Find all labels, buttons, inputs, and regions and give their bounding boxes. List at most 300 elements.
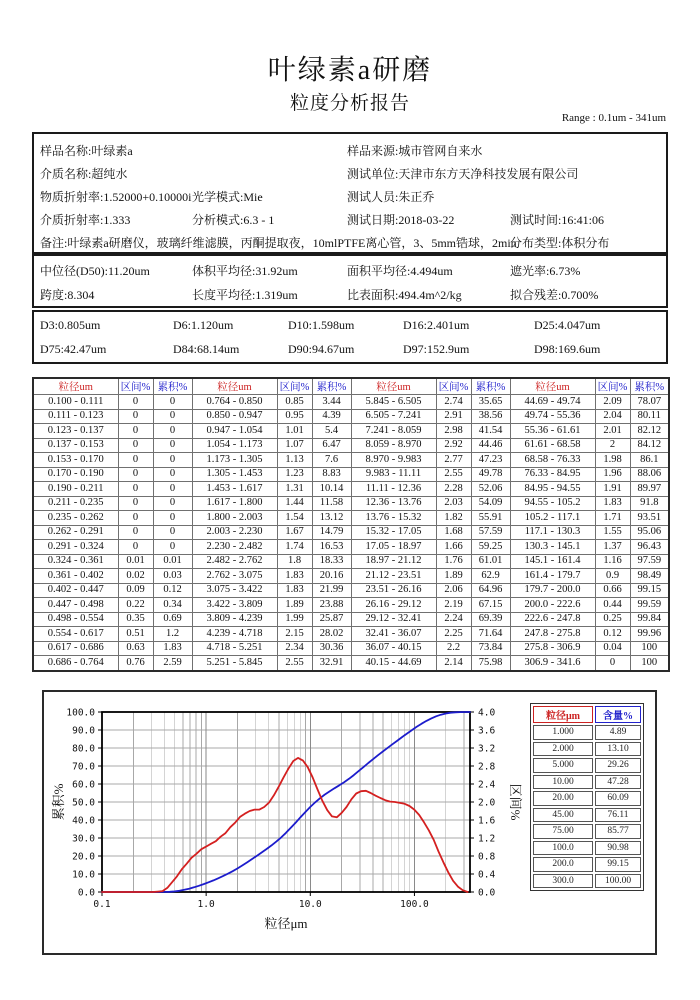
report-subtitle: 粒度分析报告 bbox=[289, 93, 410, 114]
dist-cell-interval: 0 bbox=[118, 467, 153, 482]
dist-cell-size: 2.482 - 2.762 bbox=[192, 554, 277, 569]
dist-cell-size: 0.850 - 0.947 bbox=[192, 409, 277, 424]
dist-cell-size: 8.970 - 9.983 bbox=[351, 453, 436, 468]
dist-header-interval: 区间% bbox=[436, 378, 471, 395]
dist-cell-cumulative: 73.84 bbox=[471, 641, 510, 656]
dist-header-interval: 区间% bbox=[118, 378, 153, 395]
dist-cell-size: 0.402 - 0.447 bbox=[33, 583, 118, 598]
dist-row bbox=[33, 467, 669, 482]
dist-header-cumulative: 累积% bbox=[630, 378, 669, 395]
dist-cell-cumulative: 6.47 bbox=[312, 438, 351, 453]
dist-cell-cumulative: 96.43 bbox=[630, 540, 669, 555]
dist-cell-size: 105.2 - 117.1 bbox=[510, 511, 595, 526]
dist-cell-size: 13.76 - 15.32 bbox=[351, 511, 436, 526]
x-tick-label: 10.0 bbox=[298, 899, 322, 910]
right-tick-label: 2.8 bbox=[478, 761, 496, 773]
dist-cell-cumulative: 80.11 bbox=[630, 409, 669, 424]
left-tick-label: 60.0 bbox=[72, 779, 95, 791]
dist-row bbox=[33, 453, 669, 468]
dist-cell-size: 4.239 - 4.718 bbox=[192, 627, 277, 642]
dist-cell-size: 29.12 - 32.41 bbox=[351, 612, 436, 627]
dist-cell-interval: 1.67 bbox=[277, 525, 312, 540]
side-cell-content: 60.09 bbox=[595, 791, 641, 806]
dvalue-d10: D10:1.598um bbox=[288, 318, 355, 332]
left-tick-label: 50.0 bbox=[72, 797, 95, 809]
dist-cell-interval: 0.66 bbox=[595, 583, 630, 598]
dist-cell-interval: 0.12 bbox=[595, 627, 630, 642]
dist-cell-size: 61.61 - 68.58 bbox=[510, 438, 595, 453]
dist-cell-interval: 0.76 bbox=[118, 656, 153, 671]
dist-cell-cumulative: 55.91 bbox=[471, 511, 510, 526]
dist-cell-interval: 1.74 bbox=[277, 540, 312, 555]
dist-cell-size: 26.16 - 29.12 bbox=[351, 598, 436, 613]
dist-cell-cumulative: 100 bbox=[630, 641, 669, 656]
dist-header-cumulative: 累积% bbox=[153, 378, 192, 395]
field-test-date: 测试日期:2018-03-22 bbox=[347, 213, 455, 227]
dist-cell-cumulative: 28.02 bbox=[312, 627, 351, 642]
dist-cell-size: 275.8 - 306.9 bbox=[510, 641, 595, 656]
right-tick-label: 4.0 bbox=[478, 707, 496, 719]
dist-row bbox=[33, 525, 669, 540]
left-tick-label: 90.0 bbox=[72, 725, 95, 737]
field-test-org: 测试单位:天津市东方天净科技发展有限公司 bbox=[347, 167, 579, 181]
y-right-axis-title: 区间% bbox=[508, 783, 523, 821]
dist-header-cumulative: 累积% bbox=[471, 378, 510, 395]
dist-cell-size: 94.55 - 105.2 bbox=[510, 496, 595, 511]
dist-cell-size: 4.718 - 5.251 bbox=[192, 641, 277, 656]
stat-vol-mean: 体积平均径:31.92um bbox=[192, 264, 298, 278]
dist-cell-size: 15.32 - 17.05 bbox=[351, 525, 436, 540]
dist-cell-size: 200.0 - 222.6 bbox=[510, 598, 595, 613]
right-tick-label: 3.2 bbox=[478, 743, 496, 755]
dist-cell-cumulative: 84.12 bbox=[630, 438, 669, 453]
dist-cell-cumulative: 44.46 bbox=[471, 438, 510, 453]
dist-cell-cumulative: 89.97 bbox=[630, 482, 669, 497]
stat-area-mean: 面积平均径:4.494um bbox=[347, 264, 453, 278]
dist-cell-cumulative: 11.58 bbox=[312, 496, 351, 511]
dist-row bbox=[33, 496, 669, 511]
left-tick-label: 100.0 bbox=[66, 707, 95, 719]
left-tick-label: 40.0 bbox=[72, 815, 95, 827]
dist-cell-cumulative: 88.06 bbox=[630, 467, 669, 482]
stat-obscuration: 遮光率:6.73% bbox=[510, 264, 581, 278]
side-table-row bbox=[533, 742, 641, 757]
distribution-table bbox=[32, 377, 670, 672]
dvalue-d16: D16:2.401um bbox=[403, 318, 470, 332]
dist-cell-cumulative: 99.59 bbox=[630, 598, 669, 613]
dist-cell-size: 12.36 - 13.76 bbox=[351, 496, 436, 511]
side-cell-size: 300.0 bbox=[533, 874, 593, 889]
stat-length-mean: 长度平均径:1.319um bbox=[192, 288, 298, 302]
dist-cell-size: 1.617 - 1.800 bbox=[192, 496, 277, 511]
dist-row bbox=[33, 424, 669, 439]
side-cell-size: 5.000 bbox=[533, 758, 593, 773]
dist-row bbox=[33, 612, 669, 627]
side-cell-size: 75.00 bbox=[533, 824, 593, 839]
dist-cell-cumulative: 71.64 bbox=[471, 627, 510, 642]
dist-cell-size: 0.153 - 0.170 bbox=[33, 453, 118, 468]
dist-cell-size: 3.809 - 4.239 bbox=[192, 612, 277, 627]
interval-curve bbox=[102, 758, 468, 892]
side-table-row bbox=[533, 841, 641, 856]
dist-cell-interval: 1.83 bbox=[595, 496, 630, 511]
dist-cell-size: 55.36 - 61.61 bbox=[510, 424, 595, 439]
dist-row bbox=[33, 598, 669, 613]
dist-cell-size: 0.262 - 0.291 bbox=[33, 525, 118, 540]
dist-cell-interval: 1.76 bbox=[436, 554, 471, 569]
side-cell-size: 1.000 bbox=[533, 725, 593, 740]
dist-cell-interval: 0.63 bbox=[118, 641, 153, 656]
dist-cell-size: 0.123 - 0.137 bbox=[33, 424, 118, 439]
dist-cell-cumulative: 98.49 bbox=[630, 569, 669, 584]
dvalue-d25: D25:4.047um bbox=[534, 318, 601, 332]
dist-cell-cumulative: 97.59 bbox=[630, 554, 669, 569]
dist-cell-interval: 0.04 bbox=[595, 641, 630, 656]
right-tick-label: 2.4 bbox=[478, 779, 496, 791]
left-tick-label: 30.0 bbox=[72, 833, 95, 845]
dist-cell-cumulative: 59.25 bbox=[471, 540, 510, 555]
dist-cell-size: 1.305 - 1.453 bbox=[192, 467, 277, 482]
dist-cell-cumulative: 99.96 bbox=[630, 627, 669, 642]
dvalue-d75: D75:42.47um bbox=[40, 342, 107, 356]
side-cell-size: 200.0 bbox=[533, 857, 593, 872]
stat-d50: 中位径(D50):11.20um bbox=[40, 264, 150, 278]
right-tick-label: 3.6 bbox=[478, 725, 496, 737]
dist-cell-interval: 2.14 bbox=[436, 656, 471, 671]
dist-cell-size: 2.762 - 3.075 bbox=[192, 569, 277, 584]
dist-cell-cumulative: 23.88 bbox=[312, 598, 351, 613]
dist-cell-interval: 2.03 bbox=[436, 496, 471, 511]
dist-header-size: 粒径um bbox=[192, 378, 277, 395]
dist-cell-interval: 2.74 bbox=[436, 395, 471, 410]
side-table-row bbox=[533, 775, 641, 790]
dist-cell-interval: 0 bbox=[118, 424, 153, 439]
dist-cell-cumulative: 3.44 bbox=[312, 395, 351, 410]
sample-info-box bbox=[32, 132, 668, 254]
dist-cell-cumulative: 0 bbox=[153, 395, 192, 410]
dist-cell-interval: 1.13 bbox=[277, 453, 312, 468]
field-sample-source: 样品来源:城市管网自来水 bbox=[347, 144, 483, 158]
dist-cell-cumulative: 38.56 bbox=[471, 409, 510, 424]
dist-cell-size: 5.251 - 5.845 bbox=[192, 656, 277, 671]
dist-cell-size: 8.059 - 8.970 bbox=[351, 438, 436, 453]
dist-cell-interval: 2.04 bbox=[595, 409, 630, 424]
side-cell-size: 45.00 bbox=[533, 808, 593, 823]
dist-cell-cumulative: 64.96 bbox=[471, 583, 510, 598]
dist-cell-cumulative: 0.34 bbox=[153, 598, 192, 613]
dist-cell-cumulative: 91.8 bbox=[630, 496, 669, 511]
dist-cell-cumulative: 32.91 bbox=[312, 656, 351, 671]
field-sample-name: 样品名称:叶绿素a bbox=[40, 144, 133, 158]
side-cell-content: 85.77 bbox=[595, 824, 641, 839]
dist-cell-cumulative: 5.4 bbox=[312, 424, 351, 439]
report-title: 叶绿素a研磨 bbox=[267, 55, 433, 86]
dist-cell-interval: 0 bbox=[118, 525, 153, 540]
dist-cell-cumulative: 16.53 bbox=[312, 540, 351, 555]
side-table-row bbox=[533, 857, 641, 872]
dist-cell-size: 0.137 - 0.153 bbox=[33, 438, 118, 453]
dist-header-interval: 区间% bbox=[595, 378, 630, 395]
dist-cell-size: 0.291 - 0.324 bbox=[33, 540, 118, 555]
dist-cell-cumulative: 99.15 bbox=[630, 583, 669, 598]
dist-cell-cumulative: 75.98 bbox=[471, 656, 510, 671]
dist-cell-cumulative: 54.09 bbox=[471, 496, 510, 511]
dist-cell-interval: 2.98 bbox=[436, 424, 471, 439]
dist-cell-size: 247.8 - 275.8 bbox=[510, 627, 595, 642]
dist-cell-interval: 2.34 bbox=[277, 641, 312, 656]
side-table-row bbox=[533, 791, 641, 806]
dist-cell-size: 1.173 - 1.305 bbox=[192, 453, 277, 468]
dist-cell-interval: 2.77 bbox=[436, 453, 471, 468]
side-cell-content: 76.11 bbox=[595, 808, 641, 823]
dist-cell-cumulative: 41.54 bbox=[471, 424, 510, 439]
dist-cell-size: 17.05 - 18.97 bbox=[351, 540, 436, 555]
dist-cell-interval: 0 bbox=[118, 395, 153, 410]
dist-header-size: 粒径um bbox=[33, 378, 118, 395]
dist-cell-interval: 0 bbox=[118, 482, 153, 497]
dist-cell-cumulative: 0.12 bbox=[153, 583, 192, 598]
dist-cell-size: 7.241 - 8.059 bbox=[351, 424, 436, 439]
dist-cell-interval: 0 bbox=[118, 453, 153, 468]
dist-cell-size: 76.33 - 84.95 bbox=[510, 467, 595, 482]
dist-cell-size: 49.74 - 55.36 bbox=[510, 409, 595, 424]
dist-cell-cumulative: 35.65 bbox=[471, 395, 510, 410]
right-tick-label: 0.0 bbox=[478, 887, 496, 899]
dist-cell-interval: 2.55 bbox=[436, 467, 471, 482]
dist-cell-size: 23.51 - 26.16 bbox=[351, 583, 436, 598]
dist-row bbox=[33, 641, 669, 656]
left-tick-label: 20.0 bbox=[72, 851, 95, 863]
dist-row bbox=[33, 511, 669, 526]
x-axis-title: 粒径μm bbox=[264, 916, 308, 931]
side-cell-content: 29.26 bbox=[595, 758, 641, 773]
left-tick-label: 70.0 bbox=[72, 761, 95, 773]
right-tick-label: 0.4 bbox=[478, 869, 496, 881]
dist-cell-size: 40.15 - 44.69 bbox=[351, 656, 436, 671]
dist-cell-interval: 0 bbox=[595, 656, 630, 671]
field-medium-ri: 介质折射率:1.333 bbox=[40, 213, 131, 227]
dist-cell-interval: 0.02 bbox=[118, 569, 153, 584]
dist-cell-interval: 0.85 bbox=[277, 395, 312, 410]
dist-cell-interval: 2.28 bbox=[436, 482, 471, 497]
dist-cell-size: 0.111 - 0.123 bbox=[33, 409, 118, 424]
dist-cell-size: 9.983 - 11.11 bbox=[351, 467, 436, 482]
dist-cell-interval: 1.23 bbox=[277, 467, 312, 482]
dist-cell-size: 84.95 - 94.55 bbox=[510, 482, 595, 497]
right-tick-label: 0.8 bbox=[478, 851, 496, 863]
dist-cell-cumulative: 25.87 bbox=[312, 612, 351, 627]
field-test-time: 测试时间:16:41:06 bbox=[510, 213, 605, 227]
dist-cell-size: 0.947 - 1.054 bbox=[192, 424, 277, 439]
dist-cell-cumulative: 78.07 bbox=[630, 395, 669, 410]
dist-header-interval: 区间% bbox=[277, 378, 312, 395]
dist-cell-size: 18.97 - 21.12 bbox=[351, 554, 436, 569]
side-cell-content: 90.98 bbox=[595, 841, 641, 856]
dist-cell-interval: 1.44 bbox=[277, 496, 312, 511]
dist-cell-interval: 1.99 bbox=[277, 612, 312, 627]
stat-fit-residual: 拟合残差:0.700% bbox=[510, 288, 599, 302]
dist-cell-size: 130.3 - 145.1 bbox=[510, 540, 595, 555]
dist-cell-size: 68.58 - 76.33 bbox=[510, 453, 595, 468]
dist-cell-cumulative: 7.6 bbox=[312, 453, 351, 468]
dist-cell-cumulative: 0.69 bbox=[153, 612, 192, 627]
dist-cell-size: 2.003 - 2.230 bbox=[192, 525, 277, 540]
dist-cell-cumulative: 10.14 bbox=[312, 482, 351, 497]
dist-cell-interval: 0 bbox=[118, 496, 153, 511]
dist-header-cumulative: 累积% bbox=[312, 378, 351, 395]
x-tick-label: 1.0 bbox=[197, 899, 215, 910]
dist-cell-size: 0.617 - 0.686 bbox=[33, 641, 118, 656]
dvalue-d3: D3:0.805um bbox=[40, 318, 101, 332]
dist-row bbox=[33, 438, 669, 453]
dist-cell-interval: 1.71 bbox=[595, 511, 630, 526]
dist-cell-interval: 0 bbox=[118, 438, 153, 453]
dist-cell-interval: 0.51 bbox=[118, 627, 153, 642]
field-analysis-mode: 分析模式:6.3 - 1 bbox=[192, 213, 275, 227]
dist-cell-size: 0.324 - 0.361 bbox=[33, 554, 118, 569]
dist-row bbox=[33, 409, 669, 424]
dist-cell-interval: 0.22 bbox=[118, 598, 153, 613]
content-percent-table bbox=[530, 703, 644, 891]
dist-cell-size: 306.9 - 341.6 bbox=[510, 656, 595, 671]
dist-cell-interval: 1.68 bbox=[436, 525, 471, 540]
dist-cell-cumulative: 61.01 bbox=[471, 554, 510, 569]
stat-ssa: 比表面积:494.4m^2/kg bbox=[347, 288, 462, 302]
side-cell-size: 20.00 bbox=[533, 791, 593, 806]
dist-cell-interval: 2.55 bbox=[277, 656, 312, 671]
dvalue-d97: D97:152.9um bbox=[403, 342, 470, 356]
dist-cell-size: 1.054 - 1.173 bbox=[192, 438, 277, 453]
dist-cell-cumulative: 62.9 bbox=[471, 569, 510, 584]
dist-cell-cumulative: 18.33 bbox=[312, 554, 351, 569]
dist-cell-cumulative: 14.79 bbox=[312, 525, 351, 540]
side-cell-content: 99.15 bbox=[595, 857, 641, 872]
dist-cell-cumulative: 0 bbox=[153, 453, 192, 468]
field-material-ri: 物质折射率:1.52000+0.10000i bbox=[40, 190, 192, 204]
side-header-content: 含量% bbox=[595, 706, 641, 723]
dist-cell-cumulative: 21.99 bbox=[312, 583, 351, 598]
dvalue-d98: D98:169.6um bbox=[534, 342, 601, 356]
right-tick-label: 1.6 bbox=[478, 815, 496, 827]
dist-cell-interval: 1.96 bbox=[595, 467, 630, 482]
dist-cell-size: 6.505 - 7.241 bbox=[351, 409, 436, 424]
dist-cell-interval: 1.82 bbox=[436, 511, 471, 526]
dist-cell-cumulative: 0.01 bbox=[153, 554, 192, 569]
dist-cell-interval: 2.19 bbox=[436, 598, 471, 613]
dist-cell-size: 0.100 - 0.111 bbox=[33, 395, 118, 410]
dist-cell-interval: 1.83 bbox=[277, 569, 312, 584]
dist-cell-cumulative: 2.59 bbox=[153, 656, 192, 671]
dist-cell-size: 0.498 - 0.554 bbox=[33, 612, 118, 627]
dist-cell-cumulative: 0 bbox=[153, 540, 192, 555]
dist-cell-interval: 1.07 bbox=[277, 438, 312, 453]
dist-cell-interval: 2.92 bbox=[436, 438, 471, 453]
range-label: Range : 0.1um - 341um bbox=[561, 112, 666, 124]
dist-cell-interval: 1.91 bbox=[595, 482, 630, 497]
side-table-row bbox=[533, 874, 641, 889]
field-remark: 备注:叶绿素a研磨仪，玻璃纤维滤膜，丙酮提取夜，10mlPTFE离心管，3、5mm锆球，2min bbox=[40, 236, 517, 250]
dist-cell-interval: 1.16 bbox=[595, 554, 630, 569]
left-tick-label: 10.0 bbox=[72, 869, 95, 881]
dist-cell-cumulative: 95.06 bbox=[630, 525, 669, 540]
dist-cell-size: 3.075 - 3.422 bbox=[192, 583, 277, 598]
dist-cell-size: 11.11 - 12.36 bbox=[351, 482, 436, 497]
dvalue-d6: D6:1.120um bbox=[173, 318, 234, 332]
y-left-axis-title: 累积% bbox=[51, 783, 66, 821]
dist-cell-cumulative: 100 bbox=[630, 656, 669, 671]
dist-cell-interval: 0 bbox=[118, 511, 153, 526]
dist-cell-cumulative: 0 bbox=[153, 467, 192, 482]
side-cell-content: 100.00 bbox=[595, 874, 641, 889]
dist-cell-size: 32.41 - 36.07 bbox=[351, 627, 436, 642]
dist-cell-interval: 0.25 bbox=[595, 612, 630, 627]
dist-cell-cumulative: 82.12 bbox=[630, 424, 669, 439]
statistics-box bbox=[32, 254, 668, 308]
field-optical-model: 光学模式:Mie bbox=[192, 190, 263, 204]
dist-cell-interval: 0.09 bbox=[118, 583, 153, 598]
stat-span: 跨度:8.304 bbox=[40, 288, 95, 302]
dist-cell-interval: 2.91 bbox=[436, 409, 471, 424]
side-table-row bbox=[533, 758, 641, 773]
side-cell-size: 2.000 bbox=[533, 742, 593, 757]
dist-cell-size: 0.190 - 0.211 bbox=[33, 482, 118, 497]
dist-cell-size: 179.7 - 200.0 bbox=[510, 583, 595, 598]
dist-cell-interval: 2.25 bbox=[436, 627, 471, 642]
dist-cell-cumulative: 1.83 bbox=[153, 641, 192, 656]
dist-cell-interval: 1.31 bbox=[277, 482, 312, 497]
right-tick-label: 2.0 bbox=[478, 797, 496, 809]
dist-cell-size: 0.686 - 0.764 bbox=[33, 656, 118, 671]
dist-cell-size: 117.1 - 130.3 bbox=[510, 525, 595, 540]
dist-cell-cumulative: 67.15 bbox=[471, 598, 510, 613]
dist-header-size: 粒径um bbox=[351, 378, 436, 395]
dist-cell-size: 0.447 - 0.498 bbox=[33, 598, 118, 613]
dist-row bbox=[33, 482, 669, 497]
dist-cell-size: 161.4 - 179.7 bbox=[510, 569, 595, 584]
dist-cell-interval: 1.66 bbox=[436, 540, 471, 555]
dist-cell-cumulative: 86.1 bbox=[630, 453, 669, 468]
right-tick-label: 1.2 bbox=[478, 833, 496, 845]
dist-cell-cumulative: 57.59 bbox=[471, 525, 510, 540]
dist-cell-cumulative: 0 bbox=[153, 496, 192, 511]
dvalue-d90: D90:94.67um bbox=[288, 342, 355, 356]
dist-cell-size: 0.764 - 0.850 bbox=[192, 395, 277, 410]
side-header-size: 粒径μm bbox=[533, 706, 593, 723]
left-tick-label: 80.0 bbox=[72, 743, 95, 755]
dist-cell-interval: 1.54 bbox=[277, 511, 312, 526]
dist-row bbox=[33, 395, 669, 410]
dist-cell-cumulative: 0 bbox=[153, 511, 192, 526]
dist-cell-interval: 2.06 bbox=[436, 583, 471, 598]
dist-row bbox=[33, 554, 669, 569]
dist-cell-interval: 1.8 bbox=[277, 554, 312, 569]
left-tick-label: 0.0 bbox=[77, 887, 95, 899]
dist-cell-cumulative: 20.16 bbox=[312, 569, 351, 584]
side-cell-content: 47.28 bbox=[595, 775, 641, 790]
dist-cell-interval: 1.37 bbox=[595, 540, 630, 555]
side-cell-size: 100.0 bbox=[533, 841, 593, 856]
dist-row bbox=[33, 583, 669, 598]
dist-cell-cumulative: 1.2 bbox=[153, 627, 192, 642]
dist-cell-cumulative: 0 bbox=[153, 525, 192, 540]
dist-cell-size: 145.1 - 161.4 bbox=[510, 554, 595, 569]
dist-cell-size: 0.170 - 0.190 bbox=[33, 467, 118, 482]
dist-row bbox=[33, 627, 669, 642]
side-cell-size: 10.00 bbox=[533, 775, 593, 790]
x-tick-label: 0.1 bbox=[93, 899, 111, 910]
field-dist-type: 分布类型:体积分布 bbox=[510, 236, 610, 250]
dist-cell-interval: 0.01 bbox=[118, 554, 153, 569]
